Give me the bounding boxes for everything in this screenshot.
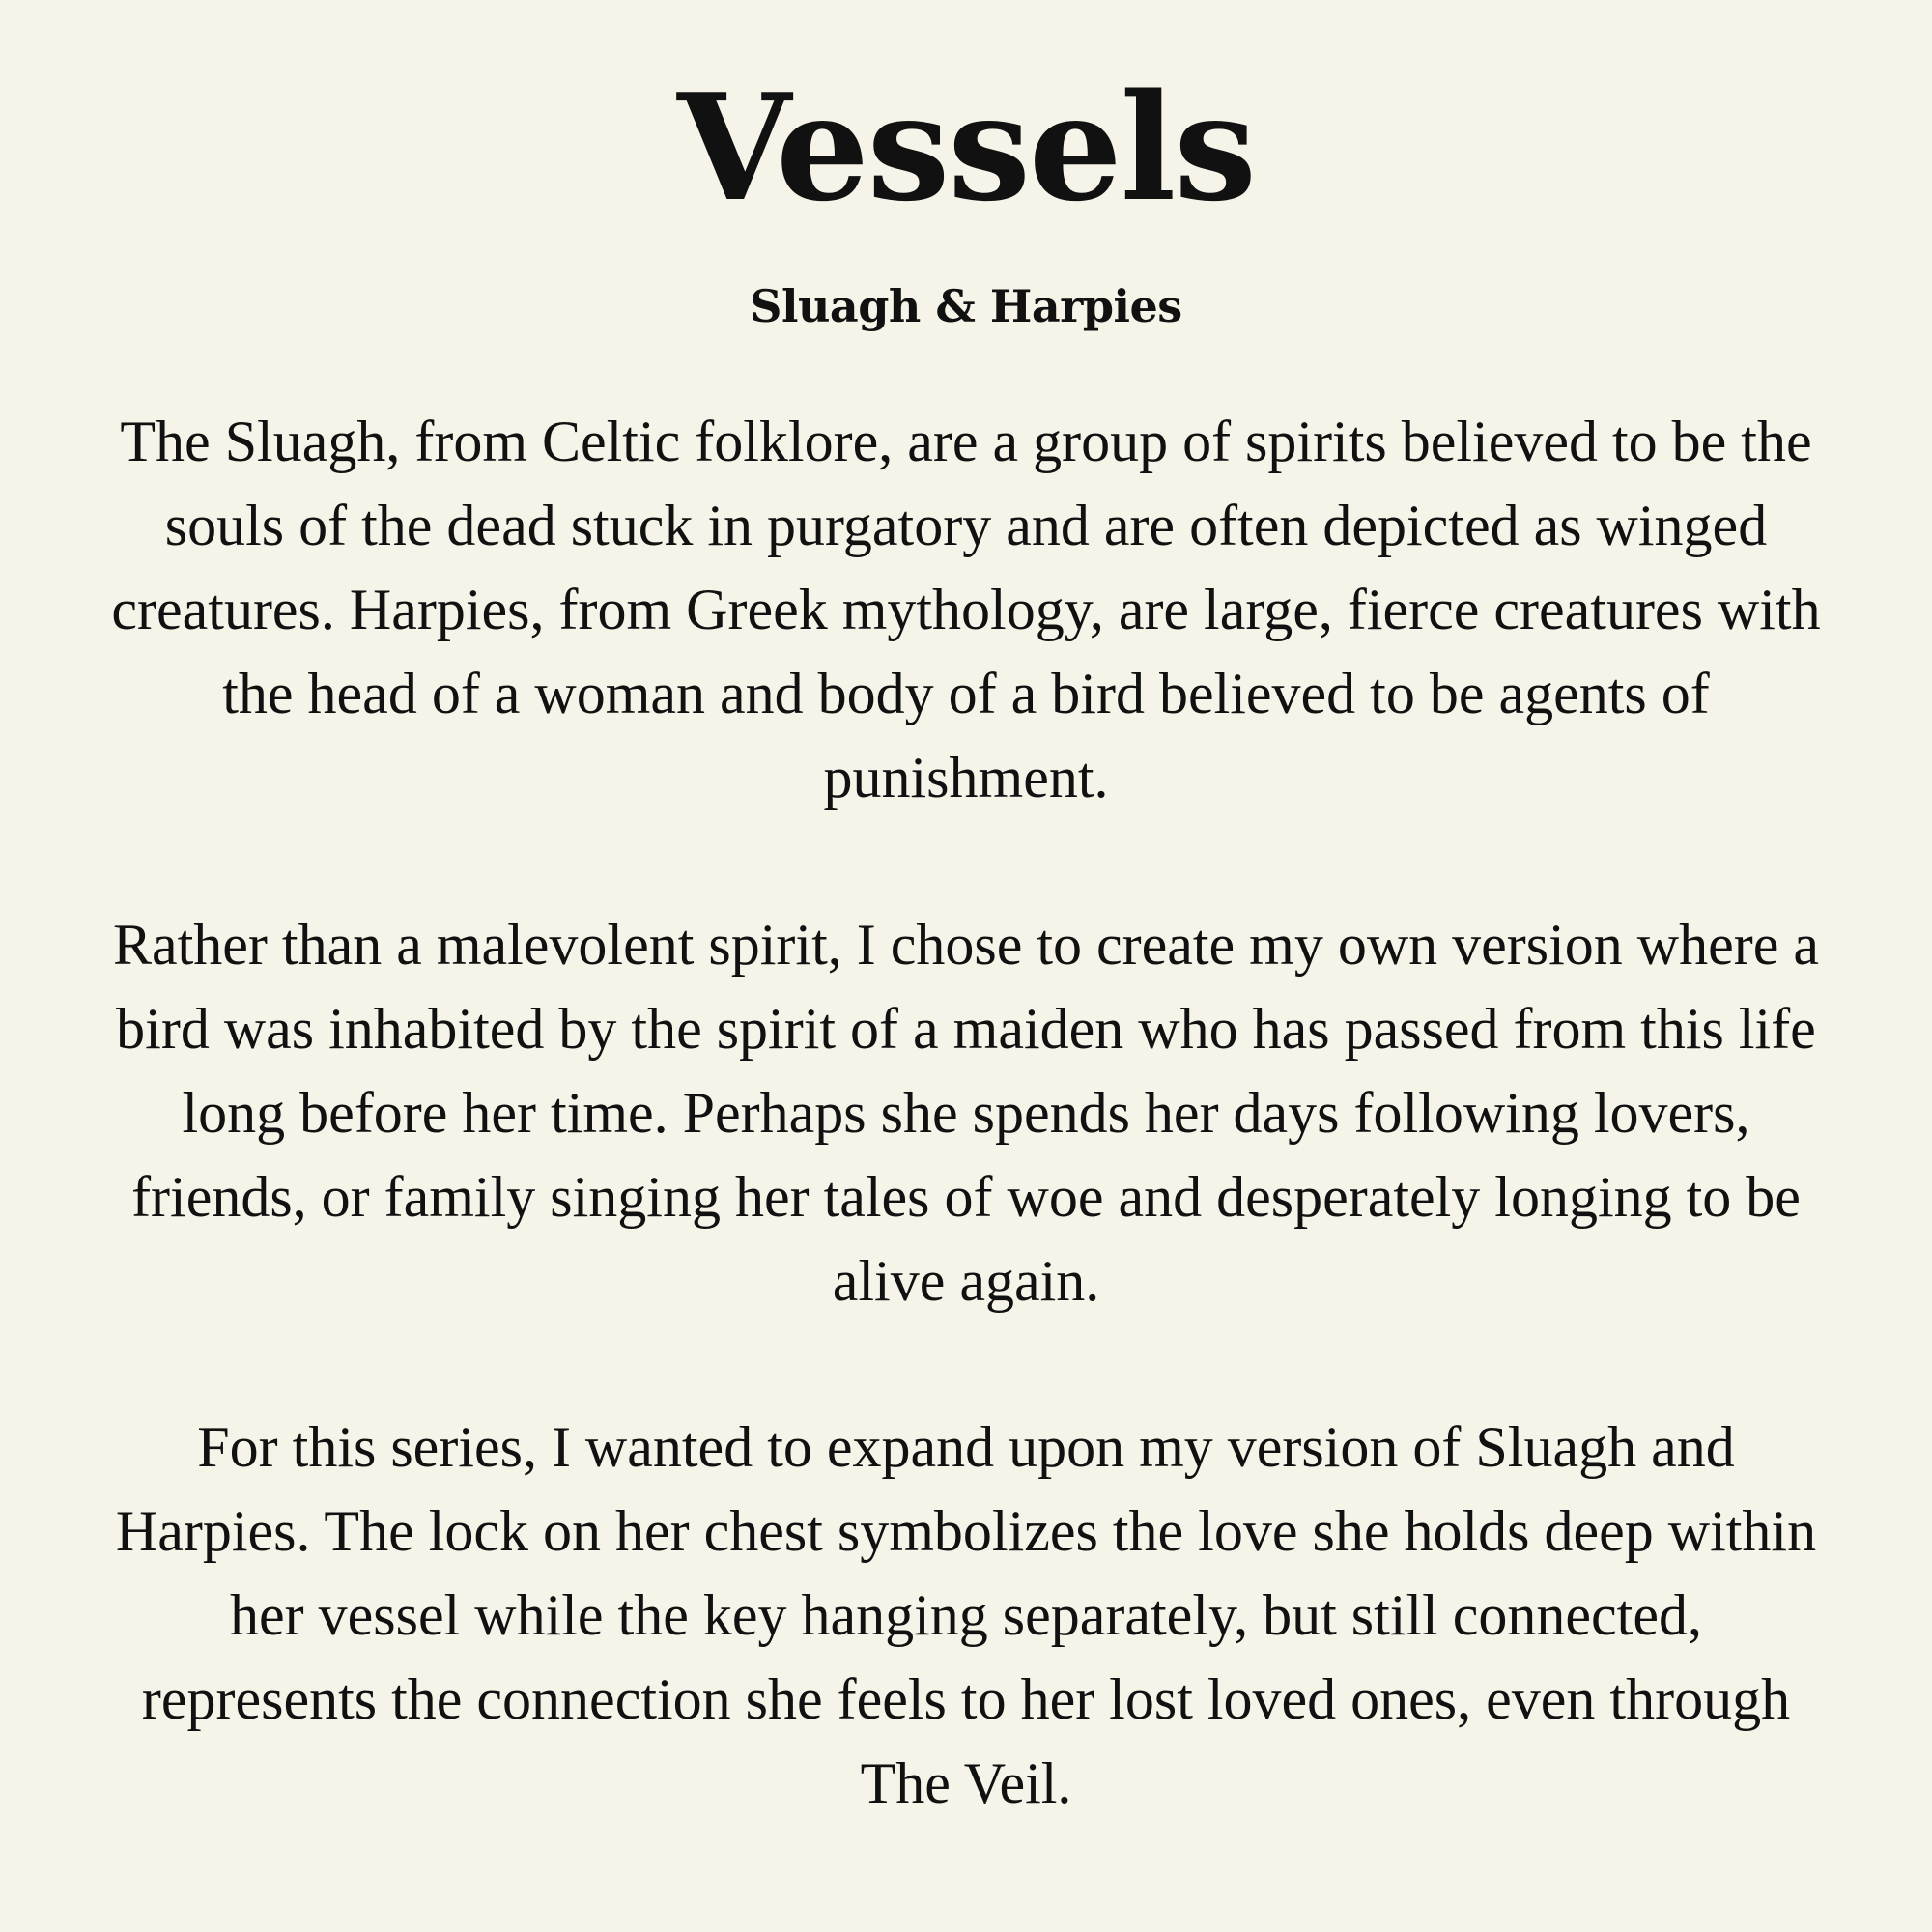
paragraph-artist-version: Rather than a malevolent spirit, I chose to create my own version where a bird was inhabited by the spirit of a maiden who has passed from this life long before her time. Perhaps she spends her days following lovers, friends, or family singing her tales of woe and desperately longing to be alive again. (112, 913, 1820, 1313)
page-subtitle: Sluagh & Harpies (750, 280, 1182, 332)
paragraph-series-meaning: For this series, I wanted to expand upon my version of Sluagh and Harpies. The lock on her chest symbolizes the love she holds deep within her vessel while the key hanging separately, but still connected, represents the connection she feels to her lost loved ones, even through The Veil. (115, 1415, 1817, 1815)
page-title: Vessels (677, 61, 1255, 234)
paragraph-folklore: The Sluagh, from Celtic folklore, are a group of spirits believed to be the souls of the dead stuck in purgatory and are often depicted as winged creatures. Harpies, from Greek mythology, are large, fierce creatures with the head of a woman and body of a bird believed to be agents of punishment. (111, 410, 1821, 810)
